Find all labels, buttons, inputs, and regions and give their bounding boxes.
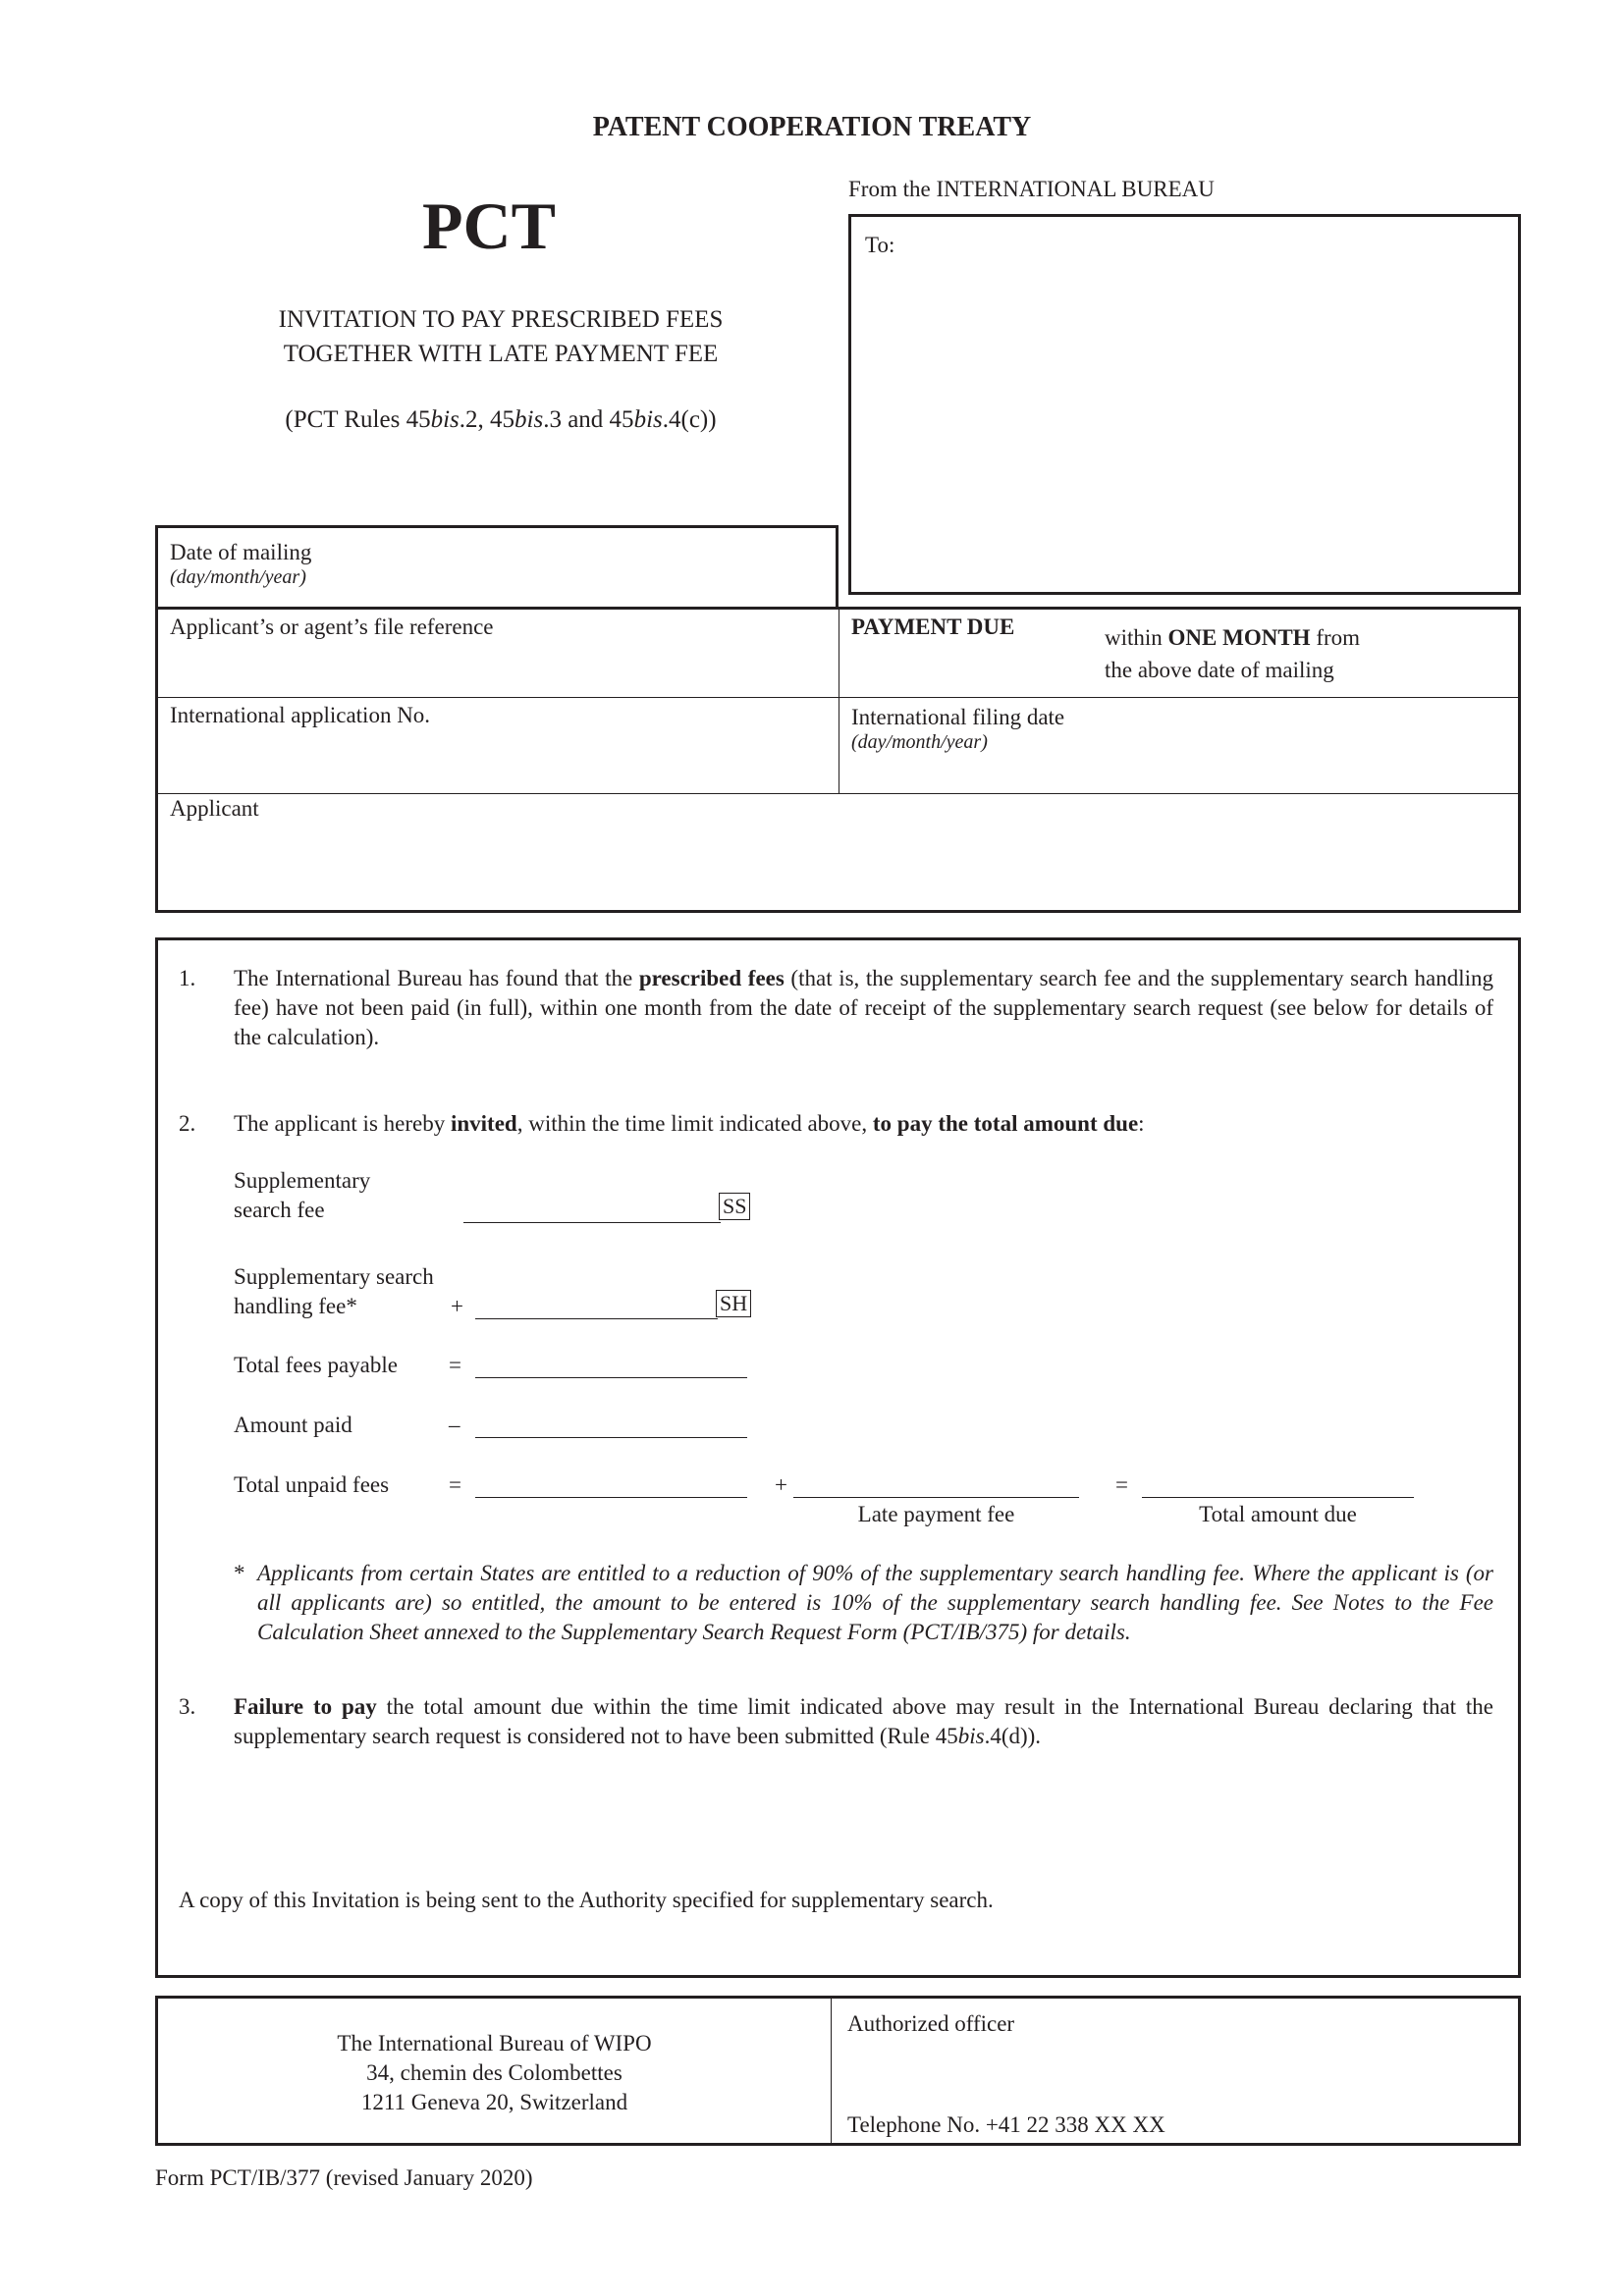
total-amount-due-label: Total amount due [1199, 1502, 1357, 1526]
amount-paid-operator: – [449, 1413, 460, 1437]
file-reference-label: Applicant’s or agent’s file reference [170, 614, 494, 639]
treaty-title: PATENT COOPERATION TREATY [592, 112, 1032, 142]
handling-fee-amount-field[interactable] [475, 1318, 718, 1319]
handling-fee-label-line2: handling fee* [234, 1294, 357, 1318]
wipo-address-line2: 34, chemin des Colombettes [366, 2060, 623, 2085]
signature-block [155, 1996, 1521, 2146]
date-of-mailing-label: Date of mailing [170, 540, 312, 564]
handling-fee-code: SH [716, 1290, 751, 1317]
payment-due-label: PAYMENT DUE [851, 614, 1015, 639]
filing-date-label: International filing date [851, 705, 1065, 729]
footnote-asterisk: * [234, 1561, 245, 1585]
unpaid-fees-amount-field[interactable] [475, 1497, 747, 1498]
address-box [848, 214, 1521, 595]
application-info-table [155, 607, 1521, 913]
form-title-line1: INVITATION TO PAY PRESCRIBED FEES [278, 306, 724, 333]
total-amount-operator: = [1115, 1472, 1128, 1497]
amount-paid-field[interactable] [475, 1437, 747, 1438]
handling-fee-label-line1: Supplementary search [234, 1264, 434, 1289]
unpaid-fees-operator: = [449, 1472, 461, 1497]
payment-due-time-limit-line2: the above date of mailing [1105, 658, 1334, 682]
item-3-number: 3. [179, 1694, 196, 1719]
from-bureau: From the INTERNATIONAL BUREAU [848, 177, 1215, 201]
search-fee-label-line2: search fee [234, 1198, 325, 1222]
unpaid-fees-label: Total unpaid fees [234, 1472, 390, 1497]
handling-fee-operator: + [451, 1294, 463, 1318]
total-fees-amount-field[interactable] [475, 1377, 747, 1378]
late-fee-amount-field[interactable] [793, 1497, 1079, 1498]
pct-logo: PCT [422, 188, 556, 263]
application-number-label: International application No. [170, 703, 431, 727]
total-fees-operator: = [449, 1353, 461, 1377]
amount-paid-label: Amount paid [234, 1413, 352, 1437]
late-fee-operator: + [775, 1472, 787, 1497]
search-fee-label-line1: Supplementary [234, 1168, 371, 1193]
wipo-address-line3: 1211 Geneva 20, Switzerland [360, 2090, 628, 2114]
form-identifier: Form PCT/IB/377 (revised January 2020) [155, 2165, 533, 2190]
item-2-number: 2. [179, 1111, 196, 1136]
form-title-line2: TOGETHER WITH LATE PAYMENT FEE [283, 341, 719, 367]
late-fee-label: Late payment fee [857, 1502, 1015, 1526]
footnote-text: Applicants from certain States are entitled to a reduction of 90% of the supplementary search handling fee. Where the applicant is (or all applicants are) so entitled, the amount to be entered is 10% of the supplementary search handling fee. See Notes to the Fee Calculation Sheet annexed to the Supplementary Search Request Form (PCT/IB/375) for details. [257, 1561, 1493, 1644]
invitation-body [155, 937, 1521, 1978]
telephone-number: Telephone No. +41 22 338 XX XX [847, 2112, 1165, 2137]
wipo-address-line1: The International Bureau of WIPO [337, 2031, 652, 2056]
item-1-text: The International Bureau has found that the prescribed fees (that is, the supplementary search fee and the supplementary search handling fee) have not been paid (in full), within one month from the date of receipt of the supplementary search request (see below for details of the calculation). [234, 966, 1493, 1049]
authorized-officer-label: Authorized officer [847, 2011, 1015, 2036]
total-amount-due-field[interactable] [1142, 1497, 1414, 1498]
search-fee-amount-field[interactable] [463, 1222, 721, 1223]
copy-note: A copy of this Invitation is being sent to the Authority specified for supplementary search. [179, 1888, 994, 1912]
date-of-mailing-box [155, 525, 839, 609]
item-3-text: Failure to pay the total amount due within the time limit indicated above may result in the International Bureau declaring that the supplementary search request is considered not to have been submitted (Rule 45bis.4(d)). [234, 1694, 1493, 1748]
item-2-text: The applicant is hereby invited, within the time limit indicated above, to pay the total amount due: [234, 1111, 1145, 1136]
date-of-mailing-format: (day/month/year) [170, 566, 306, 588]
item-1-number: 1. [179, 966, 196, 990]
total-fees-label: Total fees payable [234, 1353, 398, 1377]
payment-due-time-limit: within ONE MONTH from [1105, 625, 1361, 650]
rules-reference: (PCT Rules 45bis.2, 45bis.3 and 45bis.4(c)) [285, 406, 717, 433]
applicant-label: Applicant [170, 796, 259, 821]
filing-date-format: (day/month/year) [851, 731, 988, 753]
to-label: To: [865, 233, 895, 257]
search-fee-code: SS [719, 1193, 750, 1220]
